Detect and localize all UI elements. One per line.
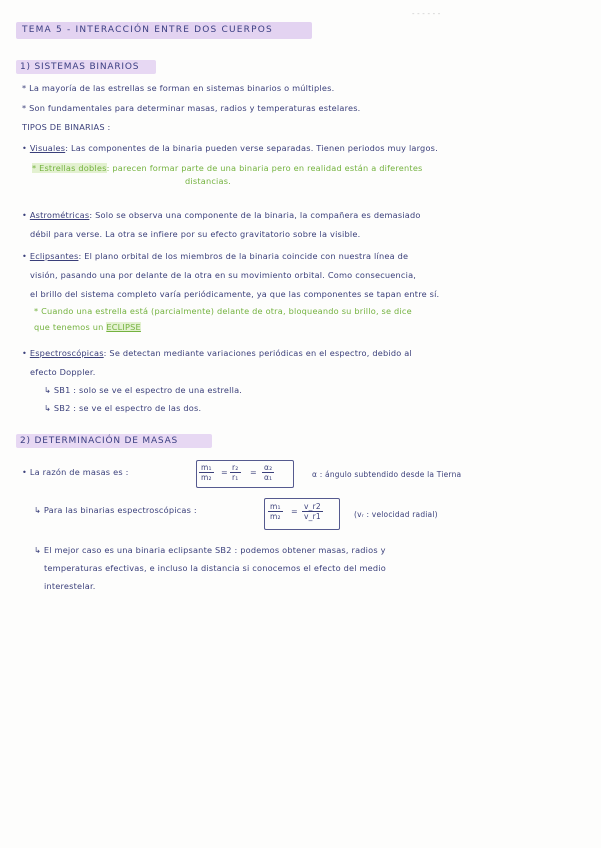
sb1-line: ↳ SB1 : solo se ve el espectro de una estrella. bbox=[44, 385, 243, 395]
best-case-3: interestelar. bbox=[44, 581, 96, 591]
bullet-fundamental: * Son fundamentales para determinar masas, radios y temperaturas estelares. bbox=[22, 103, 361, 113]
visuales-term: Visuales bbox=[29, 143, 66, 153]
bullet-binary-formation: * La mayoría de las estrellas se forman en sistemas binarios o múltiples. bbox=[22, 83, 335, 93]
dobles-text-2: distancias. bbox=[185, 176, 232, 186]
astro-text-1: : Solo se observa una componente de la binaria, la compañera es demasiado bbox=[89, 210, 421, 220]
espec-line-1: • Espectroscópicas: Se detectan mediante variaciones periódicas en el espectro, debido al bbox=[22, 348, 412, 358]
section2-heading: 2) DETERMINACIÓN DE MASAS bbox=[20, 436, 179, 446]
spec-intro: ↳ Para las binarias espectroscópicas : bbox=[34, 505, 197, 515]
section1-heading: 1) SISTEMAS BINARIOS bbox=[20, 62, 140, 72]
frac-r2-r1: $\frac{\text{r₂}}{\text{r₁}}$ bbox=[232, 463, 239, 482]
dobles-text: : parecen formar parte de una binaria pero en realidad están a diferentes bbox=[106, 163, 423, 173]
frac-a2-a1: $\frac{\text{α₂}}{\text{α₁}}$ bbox=[264, 463, 273, 482]
astro-term: Astrométricas bbox=[29, 210, 90, 220]
eclip-text-2: visión, pasando una por delante de la otra en su movimiento orbital. Como consecuencia, bbox=[30, 270, 417, 280]
astro-line-1: • Astrométricas: Solo se observa una componente de la binaria, la compañera es demasiado bbox=[22, 210, 421, 220]
sb2-line: ↳ SB2 : se ve el espectro de las dos. bbox=[44, 403, 202, 413]
visuales-text: : Las componentes de la binaria pueden verse separadas. Tienen periodos muy largos. bbox=[65, 143, 438, 153]
visuales-line: • Visuales: Las componentes de la binaria pueden verse separadas. Tienen periodos muy largos. bbox=[22, 143, 438, 153]
eclip-term: Eclipsantes bbox=[29, 251, 79, 261]
page-title: TEMA 5 - INTERACCIÓN ENTRE DOS CUERPOS bbox=[22, 25, 273, 35]
best-case-1: ↳ El mejor caso es una binaria eclipsante SB2 : podemos obtener masas, radios y bbox=[34, 545, 386, 555]
dobles-line bbox=[32, 163, 423, 173]
eclip-green-2 bbox=[34, 322, 141, 332]
corner-mark: - - - - - - bbox=[412, 10, 441, 18]
frac-m1-m2: $\frac{\text{m₁}}{\text{m₂}}$ bbox=[201, 463, 212, 482]
eclip-line-1: • Eclipsantes: El plano orbital de los miembros de la binaria coincide con nuestra línea de bbox=[22, 251, 409, 261]
eclip-green-2-text: que tenemos un bbox=[34, 322, 104, 332]
frac-m1-m2-spec: $\frac{\text{m₁}}{\text{m₂}}$ bbox=[270, 502, 281, 521]
espec-term: Espectroscópicas bbox=[29, 348, 104, 358]
ratio-intro: • La razón de masas es : bbox=[22, 467, 129, 477]
astro-text-2: débil para verse. La otra se infiere por su efecto gravitatorio sobre la visible. bbox=[30, 229, 361, 239]
eclip-green-1: * Cuando una estrella está (parcialmente) delante de otra, bloqueando su brillo, se dice bbox=[34, 306, 412, 316]
dobles-term: * Estrellas dobles bbox=[32, 163, 107, 173]
eclipse-word: ECLIPSE bbox=[106, 322, 141, 332]
best-case-2: temperaturas efectivas, e incluso la distancia si conocemos el efecto del medio bbox=[44, 563, 387, 573]
espec-text-1: : Se detectan mediante variaciones periódicas en el espectro, debido al bbox=[103, 348, 412, 358]
espec-text-2: efecto Doppler. bbox=[30, 367, 96, 377]
frac-vr2-vr1: $\frac{v\_r2}{v\_r1}$ bbox=[304, 502, 321, 521]
alpha-note: α : ángulo subtendido desde la Tierna bbox=[312, 470, 462, 479]
eclip-text-1: : El plano orbital de los miembros de la binaria coincide con nuestra línea de bbox=[78, 251, 409, 261]
types-label: TIPOS DE BINARIAS : bbox=[22, 122, 111, 132]
vr-note: (vᵣ : velocidad radial) bbox=[354, 510, 438, 519]
eclip-text-3: el brillo del sistema completo varía periódicamente, ya que las componentes se tapan entre sí. bbox=[30, 289, 440, 299]
